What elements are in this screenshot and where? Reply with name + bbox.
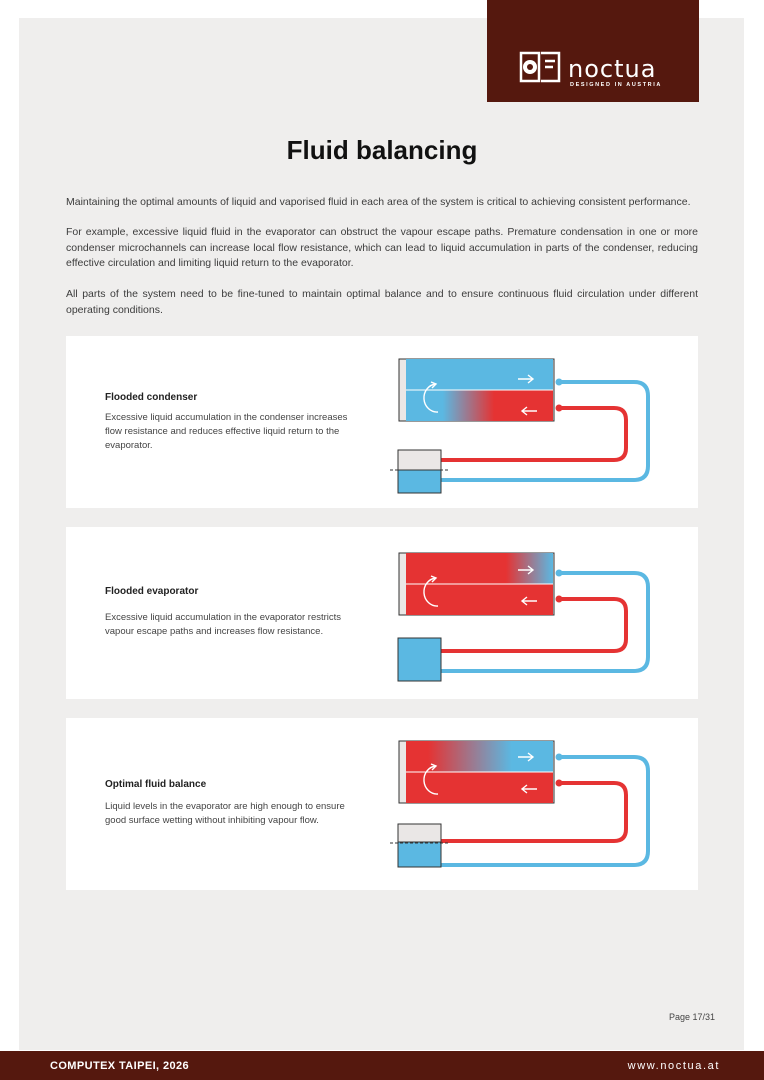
flooded-evaporator-diagram: [386, 537, 666, 697]
panel-title: Flooded evaporator: [105, 586, 199, 597]
brand-logo-box: [487, 0, 699, 102]
brand-name: noctua: [568, 55, 657, 83]
brand-tagline: DESIGNED IN AUSTRIA: [570, 82, 662, 88]
flooded-condenser-diagram: [386, 344, 666, 500]
owl-logo-icon: [517, 47, 563, 87]
intro-paragraph: Maintaining the optimal amounts of liquid and vaporised fluid in each area of the system is critical to achieving consistent performance.: [66, 196, 691, 208]
page-number: Page 17/31: [668, 1012, 715, 1022]
panel-description: Excessive liquid accumulation in the evaporator restricts vapour escape paths and increases flow resistance.: [105, 612, 342, 637]
example-paragraph: For example, excessive liquid fluid in the evaporator can obstruct the vapour escape paths. Premature condensation in one or more condenser microchannels can increase local flow resistance, which can lead to liquid accumulation in parts of the condenser, reducing effective circulation and limiting liquid return to the evaporator.: [66, 226, 698, 269]
panel-optimal-balance: [66, 718, 698, 890]
footer-website-link[interactable]: www.noctua.at: [627, 1060, 720, 1072]
panel-title: Flooded condenser: [105, 392, 198, 403]
panel-description: Excessive liquid accumulation in the condenser increases flow resistance and reduces effective liquid return to the evaporator.: [105, 412, 348, 451]
panel-description: Liquid levels in the evaporator are high enough to ensure good surface wetting without inhibiting vapour flow.: [105, 801, 345, 826]
panel-title: Optimal fluid balance: [105, 779, 207, 790]
panel-flooded-evaporator: [66, 527, 698, 699]
footer-bar: [0, 1051, 764, 1080]
balance-paragraph: All parts of the system need to be fine-tuned to maintain optimal balance and to ensure continuous fluid circulation under different operating conditions.: [66, 288, 698, 316]
footer-event: COMPUTEX TAIPEI, 2026: [50, 1060, 190, 1072]
page-title: Fluid balancing: [286, 135, 478, 165]
optimal-balance-diagram: [386, 732, 666, 892]
panel-flooded-condenser: [66, 336, 698, 508]
